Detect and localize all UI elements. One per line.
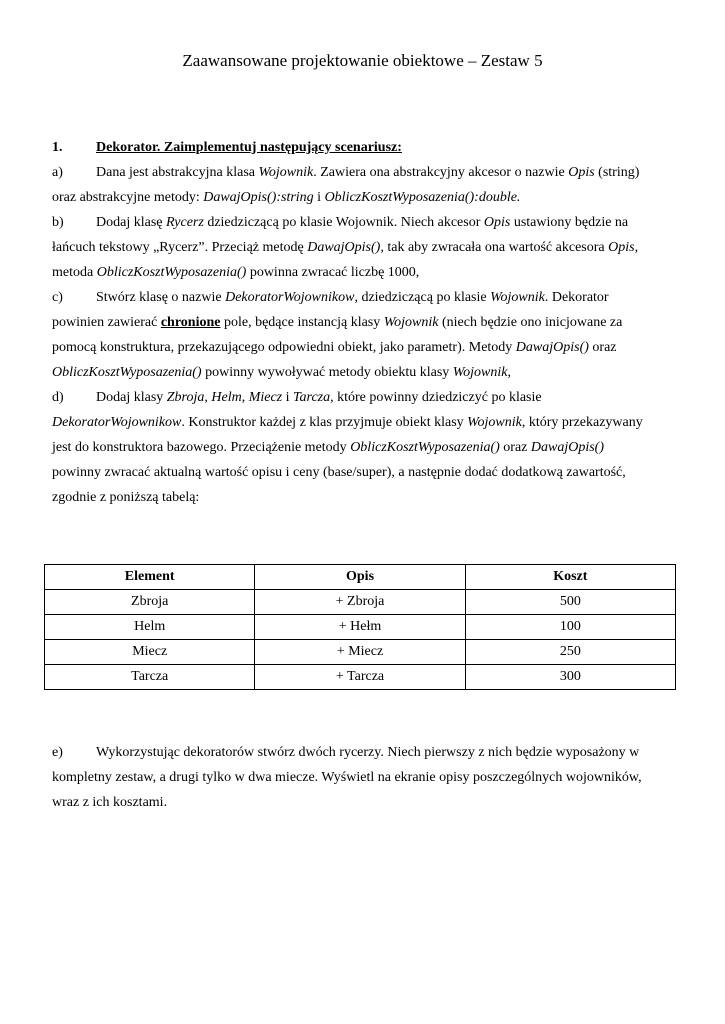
table-row bbox=[45, 590, 676, 615]
text-run: zgodnie z poniższą tabelą: bbox=[52, 490, 200, 505]
table-cell: + Miecz bbox=[255, 640, 465, 665]
italic-run: DawajOpis() bbox=[515, 340, 589, 355]
page-title: Zaawansowane projektowanie obiektowe – Zestaw 5 bbox=[182, 51, 543, 70]
text-run: dziedziczącą po klasie Wojownik. Niech akcesor bbox=[203, 215, 484, 230]
text-run: , bbox=[241, 390, 249, 405]
text-run: . Konstruktor każdej z klas przyjmuje obiekt klasy bbox=[181, 415, 468, 430]
text-run: (string) bbox=[594, 165, 640, 180]
text-run: . Zawiera ona abstrakcyjny akcesor o nazwie bbox=[313, 165, 569, 180]
italic-run: DawajOpis() bbox=[530, 440, 604, 455]
italic-run: Miecz bbox=[248, 390, 283, 405]
text-run: wraz z ich kosztami. bbox=[52, 795, 168, 810]
paragraph-c-line-2 bbox=[52, 310, 674, 335]
text-run: , bbox=[204, 390, 212, 405]
text-run: i bbox=[313, 190, 325, 205]
text-run: tak aby zwracała ona wartość akcesora bbox=[383, 240, 609, 255]
column-header-koszt: Koszt bbox=[465, 565, 675, 590]
equipment-table bbox=[44, 564, 676, 690]
paragraph-a-line-1 bbox=[52, 160, 674, 185]
text-run: Dodaj klasy bbox=[96, 390, 167, 405]
italic-run: Opis bbox=[568, 165, 595, 180]
paragraph-d-line-4 bbox=[52, 460, 674, 485]
text-run: powinny wywoływać metody obiektu klasy bbox=[201, 365, 453, 380]
section-heading: Dekorator. Zaimplementuj następujący scenariusz: bbox=[96, 140, 402, 155]
paragraph-b-line-1 bbox=[52, 210, 674, 235]
text-run: jest do konstruktora bazowego. Przeciążenie metody bbox=[52, 440, 351, 455]
text-run: . Dekorator bbox=[544, 290, 609, 305]
paragraph-d-line-2 bbox=[52, 410, 674, 435]
text-run: powinna zwracać liczbę 1000, bbox=[246, 265, 420, 280]
paragraph-b-line-2 bbox=[52, 235, 674, 260]
item-label-e: e) bbox=[52, 745, 63, 760]
item-label-c: c) bbox=[52, 290, 63, 305]
table-cell: Miecz bbox=[45, 640, 255, 665]
text-run: , bbox=[507, 365, 511, 380]
table-cell: 300 bbox=[465, 665, 675, 690]
text-run: Dana jest abstrakcyjna klasa bbox=[96, 165, 259, 180]
text-run: łańcuch tekstowy „Rycerz”. Przeciąż metodę bbox=[52, 240, 308, 255]
italic-run: DekoratorWojownikow bbox=[52, 415, 182, 430]
table-cell: 500 bbox=[465, 590, 675, 615]
table-cell: Zbroja bbox=[45, 590, 255, 615]
text-run: oraz abstrakcyjne metody: bbox=[52, 190, 204, 205]
column-header-element: Element bbox=[45, 565, 255, 590]
text-run: , bbox=[634, 240, 639, 255]
table-cell: + Tarcza bbox=[255, 665, 465, 690]
italic-run: Wojownik bbox=[383, 315, 439, 330]
text-run: powinien zawierać bbox=[52, 315, 161, 330]
paragraph-b-line-3 bbox=[52, 260, 674, 285]
paragraph-e-line-2 bbox=[52, 765, 674, 790]
section-heading-line bbox=[52, 135, 674, 160]
italic-run: DekoratorWojownikow bbox=[225, 290, 355, 305]
italic-run: Helm bbox=[211, 390, 242, 405]
italic-run: Tarcza bbox=[293, 390, 331, 405]
italic-run: Rycerz bbox=[165, 215, 204, 230]
italic-run: Wojownik bbox=[258, 165, 314, 180]
text-run: , który przekazywany bbox=[521, 415, 643, 430]
italic-run: Zbroja bbox=[166, 390, 205, 405]
text-run: oraz bbox=[588, 340, 617, 355]
paragraph-e-line-3 bbox=[52, 790, 674, 815]
text-run: Stwórz klasę o nazwie bbox=[96, 290, 226, 305]
text-run: pomocą konstruktura, przekazującego odpowiedni obiekt, jako parametr). Metody bbox=[52, 340, 516, 355]
bold-underlined-run: chronione bbox=[160, 315, 221, 330]
italic-run: Opis bbox=[483, 215, 511, 230]
item-label-b: b) bbox=[52, 215, 64, 230]
text-run: Wykorzystując dekoratorów stwórz dwóch rycerzy. Niech pierwszy z nich będzie wyposażony w bbox=[96, 745, 640, 760]
paragraph-c-line-3 bbox=[52, 335, 674, 360]
italic-run: ObliczKosztWyposazenia() bbox=[350, 440, 500, 455]
paragraph-e-line-1 bbox=[52, 740, 674, 765]
table-cell: Helm bbox=[45, 615, 255, 640]
column-header-opis: Opis bbox=[255, 565, 465, 590]
table-cell: + Zbroja bbox=[255, 590, 465, 615]
italic-run: Wojownik bbox=[467, 415, 522, 430]
italic-run: ObliczKosztWyposazenia():double. bbox=[324, 190, 521, 205]
table-row bbox=[45, 640, 676, 665]
text-run: , dziedziczącą po klasie bbox=[354, 290, 491, 305]
italic-run: Wojownik bbox=[452, 365, 508, 380]
item-label-a: a) bbox=[52, 165, 63, 180]
table-header-row bbox=[45, 565, 676, 590]
text-run: powinny zwracać aktualną wartość opisu i ceny (base/super), a następnie dodać dodatkową zawartość, bbox=[52, 465, 626, 480]
text-run: kompletny zestaw, a drugi tylko w dwa miecze. Wyświetl na ekranie opisy poszczególnych wojowników, bbox=[52, 770, 642, 785]
table-cell: 100 bbox=[465, 615, 675, 640]
text-run: , które powinny dziedziczyć po klasie bbox=[330, 390, 542, 405]
item-label-d: d) bbox=[52, 390, 64, 405]
text-run: i bbox=[282, 390, 294, 405]
italic-run: ObliczKosztWyposazenia() bbox=[52, 365, 202, 380]
text-run: (niech będzie ono inicjowane za bbox=[438, 315, 623, 330]
table-cell: Tarcza bbox=[45, 665, 255, 690]
italic-run: ObliczKosztWyposazenia() bbox=[96, 265, 247, 280]
table-row bbox=[45, 665, 676, 690]
italic-run: DawajOpis(), bbox=[307, 240, 384, 255]
table-cell: 250 bbox=[465, 640, 675, 665]
section-number: 1. bbox=[52, 140, 63, 155]
table-cell: + Hełm bbox=[255, 615, 465, 640]
italic-run: Opis bbox=[608, 240, 635, 255]
text-run: oraz bbox=[499, 440, 531, 455]
text-run: pole, będące instancją klasy bbox=[220, 315, 384, 330]
paragraph-d-line-3 bbox=[52, 435, 674, 460]
text-run: ustawiony będzie na bbox=[510, 215, 629, 230]
paragraph-e bbox=[52, 740, 674, 815]
section-1 bbox=[52, 135, 674, 510]
text-run: metoda bbox=[52, 265, 97, 280]
paragraph-c-line-1 bbox=[52, 285, 674, 310]
paragraph-c-line-4 bbox=[52, 360, 674, 385]
table-row bbox=[45, 615, 676, 640]
text-run: Dodaj klasę bbox=[96, 215, 166, 230]
paragraph-d-line-1 bbox=[52, 385, 674, 410]
paragraph-a-line-2 bbox=[52, 185, 674, 210]
italic-run: DawajOpis():string bbox=[203, 190, 314, 205]
italic-run: Wojownik bbox=[490, 290, 545, 305]
paragraph-d-line-5 bbox=[52, 485, 674, 510]
